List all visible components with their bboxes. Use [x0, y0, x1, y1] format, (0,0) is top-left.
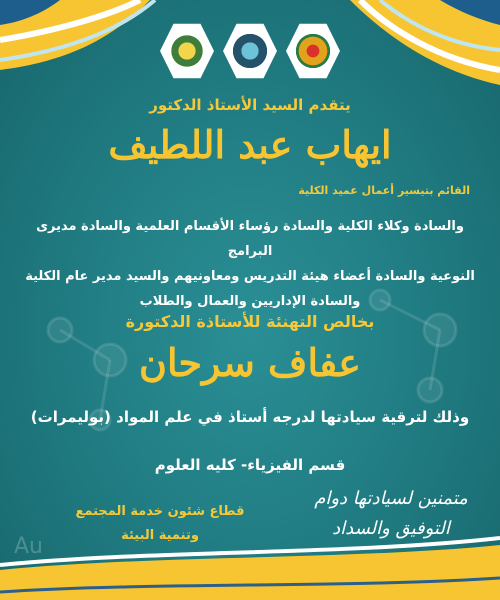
university-logo: [160, 22, 214, 80]
dean-name: ايهاب عبد اللطيف: [108, 122, 392, 167]
presents-heading: يتقدم السيد الأستاذ الدكتور: [149, 96, 351, 114]
sector-line-2: وتنمية البيئة: [121, 528, 199, 543]
faculty-logo: [223, 22, 277, 80]
sector-signature: [60, 500, 260, 548]
paragraph-line-3: والسادة الإداريين والعمال والطلاب: [139, 294, 361, 309]
dean-role: القائم بتيسير أعمال عميد الكلية: [298, 184, 470, 197]
paragraph-line-2: النوعية والسادة أعضاء هيئة التدريس ومعاونيهم والسيد مدير عام الكلية: [25, 269, 475, 284]
wishes-line-2: التوفيق والسداد: [332, 518, 450, 539]
paragraph-line-1: والسادة وكلاء الكلية والسادة رؤساء الأقسام العلمية والسادة مديرى البرامج: [36, 219, 464, 259]
logos-row: [160, 22, 340, 86]
wishes-line-1: متمنين لسيادتها دوام: [314, 488, 468, 509]
participants-paragraph: [20, 214, 480, 314]
wishes-text: [296, 484, 486, 544]
sector-line-1: قطاع شئون خدمة المجتمع: [75, 504, 245, 519]
congratulations-heading: بخالص التهنئة للأستاذة الدكتورة: [125, 312, 375, 331]
promotion-reason: وذلك لترقية سيادتها لدرجه أستاذ في علم المواد (بوليمرات): [30, 408, 470, 426]
honoree-name: عفاف سرحان: [139, 340, 361, 385]
department-name: قسم الفيزياء- كليه العلوم: [154, 456, 346, 474]
institution-logo: [286, 22, 340, 80]
gold-element-watermark: Au: [14, 534, 43, 559]
